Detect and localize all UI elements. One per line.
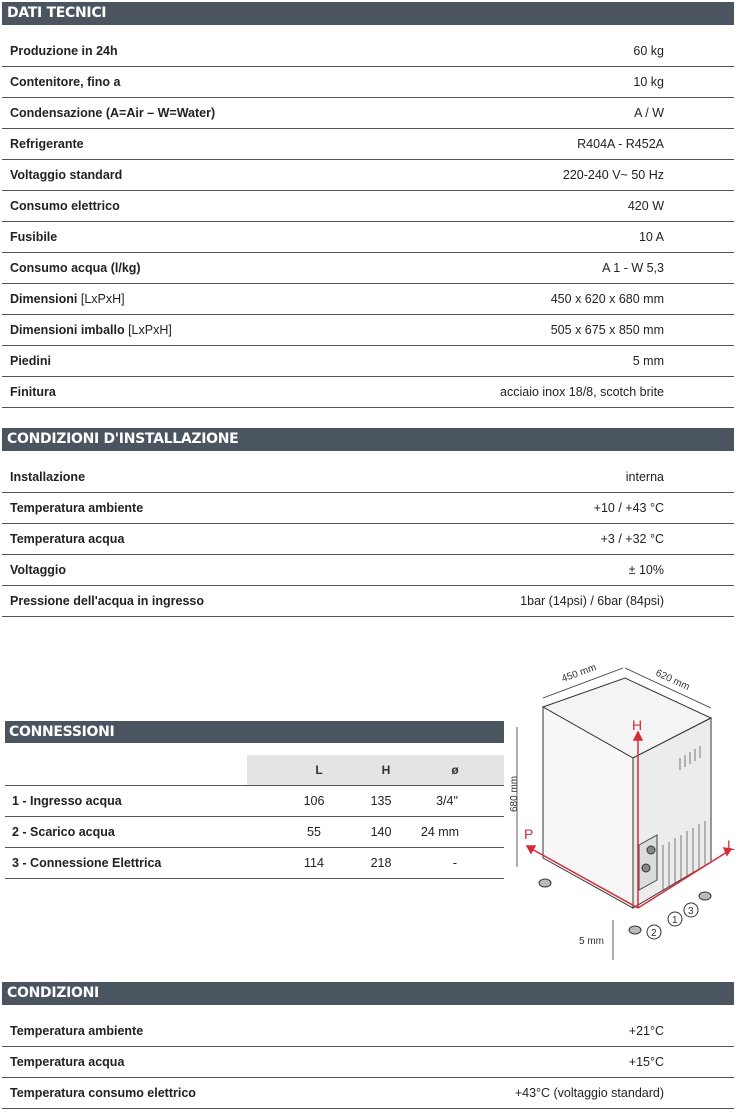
table-row bbox=[2, 98, 734, 129]
row-label: Refrigerante bbox=[10, 137, 84, 151]
table-row bbox=[2, 377, 734, 408]
row-value: 420 W bbox=[627, 199, 664, 213]
row-value: R404A - R452A bbox=[577, 137, 664, 151]
connection-port-icon bbox=[642, 864, 650, 872]
axis-label-p: P bbox=[524, 826, 534, 842]
column-header-h: H bbox=[381, 763, 391, 777]
row-label: Finitura bbox=[10, 385, 56, 399]
row-label: Dimensioni imballo [LxPxH] bbox=[10, 323, 172, 337]
cell-l: 55 bbox=[307, 825, 321, 839]
table-row bbox=[2, 555, 734, 586]
row-label: Fusibile bbox=[10, 230, 58, 244]
row-label: Consumo elettrico bbox=[10, 199, 120, 213]
row-value: +21°C bbox=[628, 1024, 664, 1038]
row-label: 1 - Ingresso acqua bbox=[12, 794, 122, 808]
dimension-label-feet: 5 mm bbox=[579, 936, 604, 947]
row-value: A / W bbox=[634, 106, 664, 120]
marker-label-2: 2 bbox=[651, 928, 657, 939]
table-row bbox=[2, 524, 734, 555]
cell-l: 106 bbox=[303, 794, 325, 808]
cell-h: 140 bbox=[370, 825, 392, 839]
table-row bbox=[2, 462, 734, 493]
section-title-condizioni: CONDIZIONI bbox=[2, 982, 734, 1005]
table-row bbox=[2, 493, 734, 524]
table-row bbox=[2, 67, 734, 98]
row-value: 450 x 620 x 680 mm bbox=[550, 292, 664, 306]
row-value: interna bbox=[625, 470, 664, 484]
table-row bbox=[2, 160, 734, 191]
row-value: 505 x 675 x 850 mm bbox=[550, 323, 664, 337]
row-label: Condensazione (A=Air – W=Water) bbox=[10, 106, 216, 120]
row-value: 10 kg bbox=[633, 75, 664, 89]
row-value: ± 10% bbox=[628, 563, 664, 577]
connection-panel bbox=[639, 835, 657, 890]
row-label: Voltaggio standard bbox=[10, 168, 123, 182]
row-label: Consumo acqua (l/kg) bbox=[10, 261, 141, 275]
column-header-l: L bbox=[315, 763, 323, 777]
marker-label-1: 1 bbox=[672, 915, 678, 926]
table-row bbox=[2, 191, 734, 222]
row-value: acciaio inox 18/8, scotch brite bbox=[500, 385, 664, 399]
table-row bbox=[2, 1016, 734, 1047]
cell-diameter: 24 mm bbox=[420, 825, 460, 839]
row-label: 2 - Scarico acqua bbox=[12, 825, 115, 839]
row-value: +43°C (voltaggio standard) bbox=[514, 1086, 664, 1100]
row-label: Installazione bbox=[10, 470, 86, 484]
ice-machine-dimension-diagram bbox=[505, 640, 738, 970]
table-row bbox=[2, 222, 734, 253]
row-label: Temperatura ambiente bbox=[10, 1024, 144, 1038]
cell-h: 135 bbox=[370, 794, 392, 808]
connessioni-table bbox=[5, 755, 504, 879]
row-unit: [LxPxH] bbox=[80, 292, 125, 306]
table-row bbox=[5, 848, 504, 879]
dimension-label-height: 680 mm bbox=[509, 775, 520, 812]
row-label: Piedini bbox=[10, 354, 51, 368]
cell-diameter: - bbox=[452, 856, 458, 870]
row-value: 1bar (14psi) / 6bar (84psi) bbox=[520, 594, 664, 608]
row-label: Temperatura acqua bbox=[10, 532, 125, 546]
table-row bbox=[2, 129, 734, 160]
row-unit: [LxPxH] bbox=[128, 323, 172, 337]
condizioni-table bbox=[2, 1016, 734, 1109]
table-row bbox=[2, 1047, 734, 1078]
dimension-label-width: 450 mm bbox=[560, 662, 598, 685]
section-title-connessioni: CONNESSIONI bbox=[5, 721, 504, 743]
table-row bbox=[2, 253, 734, 284]
table-row bbox=[2, 586, 734, 617]
marker-label-3: 3 bbox=[688, 906, 694, 917]
row-label: Temperatura ambiente bbox=[10, 501, 144, 515]
section-title-dati-tecnici: DATI TECNICI bbox=[2, 2, 734, 25]
row-value: 10 A bbox=[638, 230, 664, 244]
row-label: Pressione dell'acqua in ingresso bbox=[10, 594, 205, 608]
row-label: Dimensioni [LxPxH] bbox=[10, 292, 125, 306]
cell-l: 114 bbox=[304, 856, 324, 870]
cell-diameter: 3/4" bbox=[436, 794, 458, 808]
table-row bbox=[2, 1078, 734, 1109]
row-label: Produzione in 24h bbox=[10, 44, 118, 58]
table-row bbox=[2, 315, 734, 346]
condizioni-installazione-table bbox=[2, 462, 734, 617]
row-label: 3 - Connessione Elettrica bbox=[12, 856, 162, 870]
column-header-diameter: ø bbox=[451, 763, 459, 777]
axis-label-h: H bbox=[632, 717, 643, 733]
row-value: A 1 - W 5,3 bbox=[602, 261, 664, 275]
table-header-row bbox=[5, 755, 504, 786]
dimension-label-depth: 620 mm bbox=[653, 667, 692, 693]
table-row bbox=[2, 284, 734, 315]
row-label: Temperatura acqua bbox=[10, 1055, 125, 1069]
row-value: 5 mm bbox=[632, 354, 664, 368]
row-value: +10 / +43 °C bbox=[593, 501, 664, 515]
row-label: Voltaggio bbox=[10, 563, 67, 577]
row-value: +15°C bbox=[628, 1055, 664, 1069]
cell-h: 218 bbox=[370, 856, 392, 870]
row-value: 60 kg bbox=[633, 44, 664, 58]
dati-tecnici-table bbox=[2, 36, 734, 408]
axis-label-l: L bbox=[727, 837, 735, 853]
table-row bbox=[5, 817, 504, 848]
connection-port-icon bbox=[647, 846, 655, 854]
table-row bbox=[2, 36, 734, 67]
row-label: Temperatura consumo elettrico bbox=[10, 1086, 196, 1100]
table-row bbox=[5, 786, 504, 817]
row-value: 220-240 V~ 50 Hz bbox=[562, 168, 664, 182]
table-row bbox=[2, 346, 734, 377]
section-title-condizioni-installazione: CONDIZIONI D'INSTALLAZIONE bbox=[2, 428, 734, 451]
row-label: Contenitore, fino a bbox=[10, 75, 121, 89]
row-value: +3 / +32 °C bbox=[600, 532, 664, 546]
